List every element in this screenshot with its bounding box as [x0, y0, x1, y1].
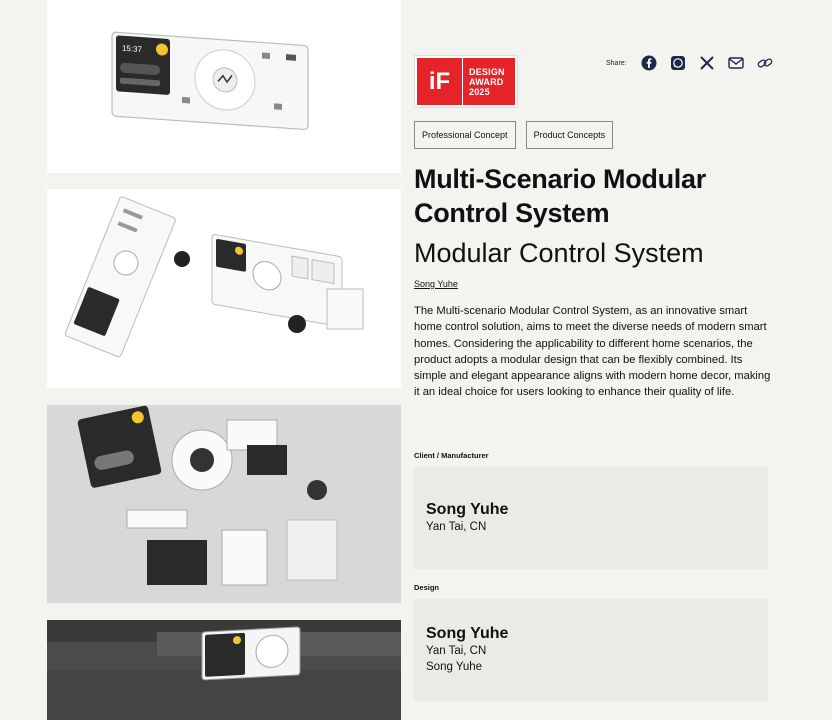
share-bar [606, 54, 786, 72]
gallery-image-1[interactable] [47, 0, 401, 173]
design-person: Song Yuhe [426, 661, 483, 673]
if-logo: iF [417, 58, 463, 105]
client-location: Yan Tai, CN [426, 521, 487, 533]
device-time: 15:37 [122, 43, 143, 55]
mail-icon[interactable] [728, 55, 744, 71]
gallery-image-3[interactable] [47, 405, 401, 603]
share-label: Share: [606, 59, 627, 67]
author-link[interactable]: Song Yuhe [414, 279, 458, 289]
client-card [414, 467, 768, 569]
page-title: Multi-Scenario Modular Control System [414, 164, 706, 228]
gallery-image-2[interactable] [47, 189, 401, 388]
page-subtitle: Modular Control System [414, 238, 704, 268]
category-tags [414, 121, 623, 149]
tag-product-concepts[interactable]: Product Concepts [526, 121, 614, 149]
award-text: DESIGN AWARD 2025 [469, 66, 505, 97]
design-location: Yan Tai, CN [426, 645, 487, 657]
x-icon[interactable] [699, 55, 715, 71]
design-section-label: Design [414, 583, 440, 592]
client-name: Song Yuhe [426, 501, 509, 518]
facebook-icon[interactable] [641, 55, 657, 71]
tag-professional-concept[interactable]: Professional Concept [414, 121, 516, 149]
client-section-label: Client / Manufacturer [414, 451, 489, 460]
whatsapp-icon[interactable] [670, 55, 686, 71]
link-icon[interactable] [757, 55, 773, 71]
gallery-image-4[interactable] [47, 620, 401, 720]
design-name: Song Yuhe [426, 625, 509, 642]
if-design-award-badge[interactable] [414, 55, 518, 108]
project-description: The Multi-scenario Modular Control System, as an innovative smart home control solution, aims to meet the diverse needs of modern smart homes. Considering the applicability to different home scenarios, the product adopts a modular design that can be flexibly combined. Its simple and elegant appearance aligns with modern home decor, making it an ideal choice for users looking to enhance their quality of life. [414, 305, 771, 399]
design-card [414, 599, 768, 701]
